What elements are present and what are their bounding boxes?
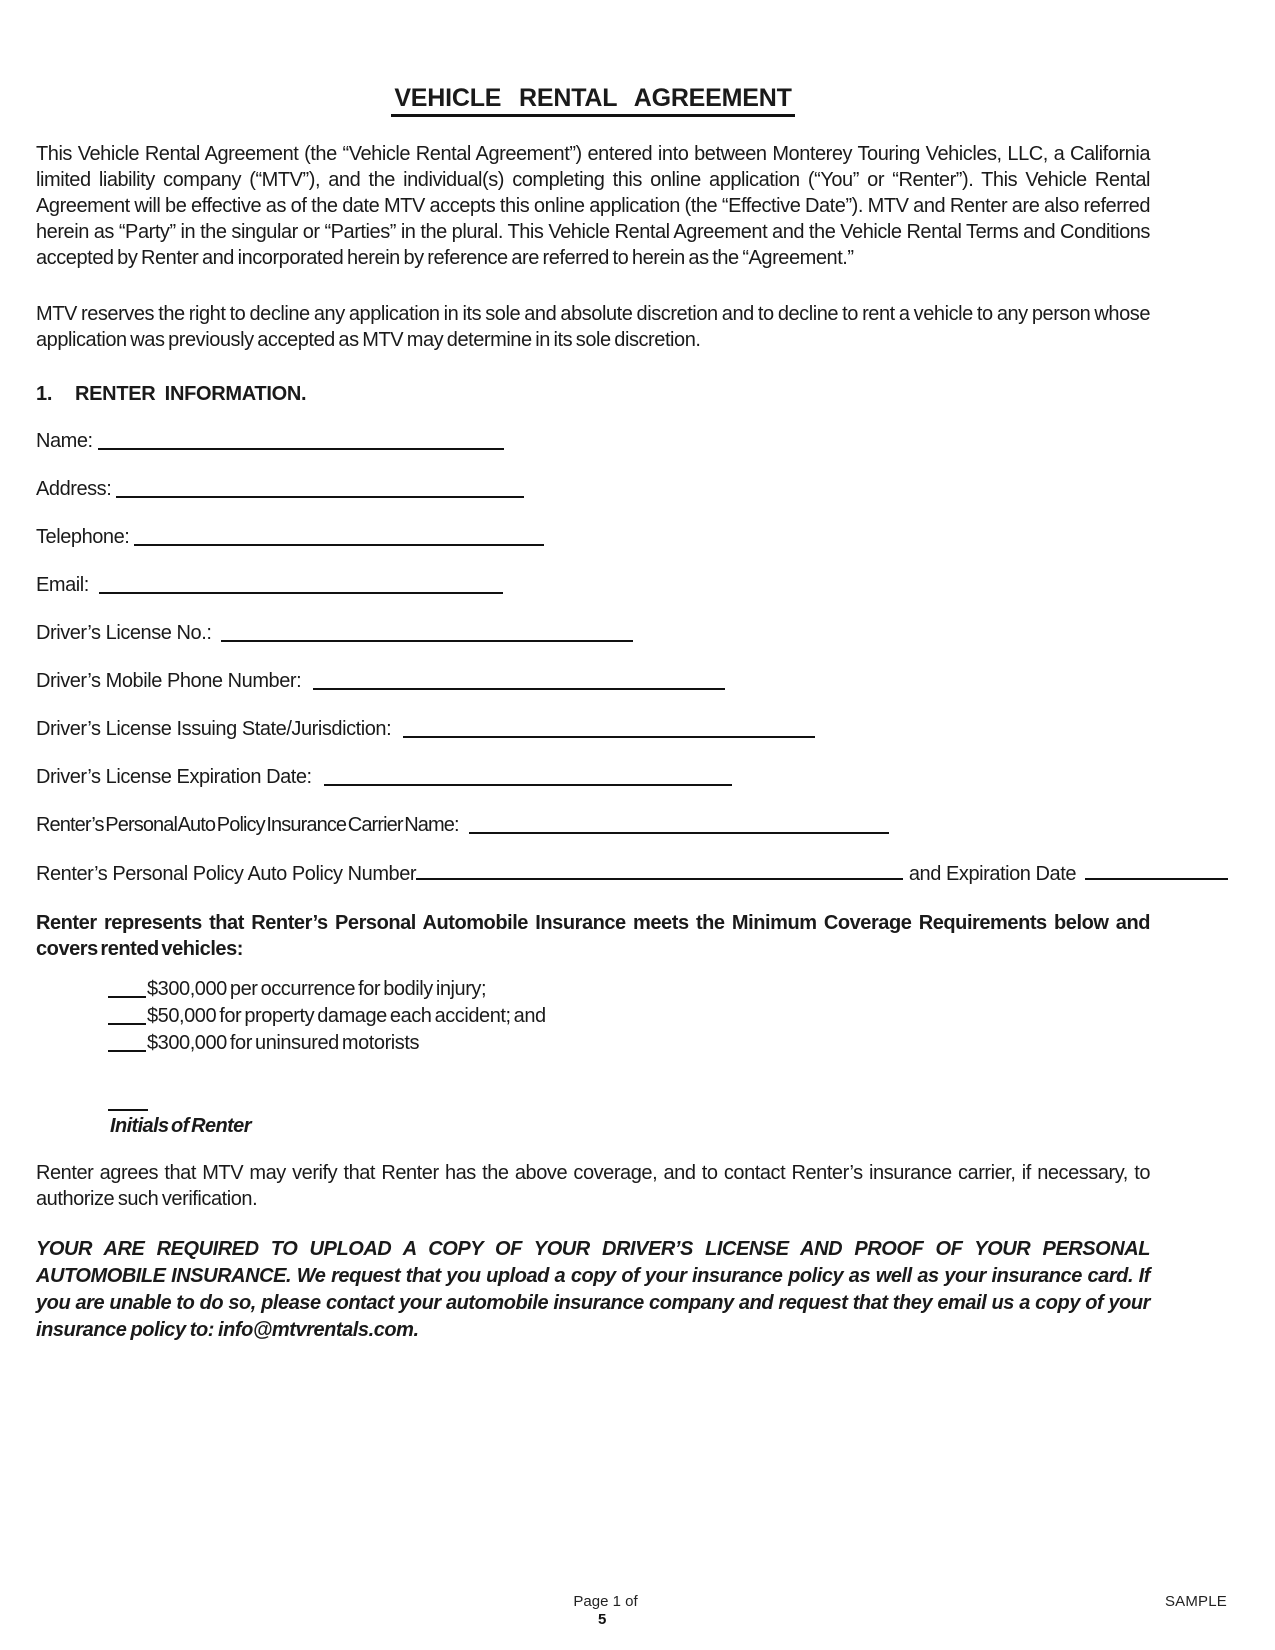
field-row-name: [36, 430, 1228, 452]
field-row-license-expiration: [36, 766, 1228, 788]
initials-blank-row: [108, 1093, 1228, 1111]
renter-initials-blank[interactable]: [108, 1093, 148, 1111]
field-row-policy-number: [36, 862, 1228, 884]
coverage-item-property-damage: [108, 1003, 1228, 1030]
policy-expiration-blank[interactable]: [1085, 862, 1228, 880]
insurance-carrier-blank[interactable]: [469, 816, 889, 834]
bodily-injury-initials-blank[interactable]: [108, 980, 146, 998]
policy-number-label: Renter’s Personal Policy Auto Policy Number: [36, 863, 417, 885]
uninsured-motorists-initials-blank[interactable]: [108, 1034, 146, 1052]
coverage-item-text: $300,000 for uninsured motorists: [147, 1032, 419, 1054]
name-label: Name:: [36, 430, 93, 452]
issuing-state-blank[interactable]: [403, 720, 815, 738]
coverage-item-text: $300,000 per occurrence for bodily injury;: [147, 978, 487, 1000]
coverage-item-text: $50,000 for property damage each accident; and: [147, 1005, 546, 1027]
document-content: [36, 0, 1228, 1344]
coverage-item-uninsured-motorists: [108, 1030, 1228, 1057]
discretion-paragraph: MTV reserves the right to decline any application in its sole and absolute discretion and to decline to rent a vehicle to any person whose application was previously accepted as MTV may determine in its sole discretion.: [36, 303, 1150, 351]
coverage-requirements-list: [108, 976, 1228, 1057]
address-label: Address:: [36, 478, 112, 500]
mobile-phone-label: Driver’s Mobile Phone Number:: [36, 670, 302, 692]
policy-number-blank[interactable]: [416, 862, 903, 880]
property-damage-initials-blank[interactable]: [108, 1007, 146, 1025]
mobile-phone-blank[interactable]: [313, 672, 725, 690]
page-title: VEHICLE RENTAL AGREEMENT: [391, 84, 794, 117]
telephone-label: Telephone:: [36, 526, 130, 548]
intro-paragraph: This Vehicle Rental Agreement (the “Vehicle Rental Agreement”) entered into between Monterey Touring Vehicles, LLC, a California limited liability company (“MTV”), and the individual(s) completing this online application (“You” or “Renter”). This Vehicle Rental Agreement will be effective as of the date MTV accepts this online application (the “Effective Date”). MTV and Renter are also referred herein as “Party” in the singular or “Parties” in the plural. This Vehicle Rental Agreement and the Vehicle Rental Terms and Conditions accepted by Renter and incorporated herein by reference are referred to herein as the “Agreement.”: [36, 143, 1150, 269]
upload-notice-paragraph: YOUR ARE REQUIRED TO UPLOAD A COPY OF YOUR DRIVER’S LICENSE AND PROOF OF YOUR PERSONAL AUTOMOBILE INSURANCE. We request that you upload a copy of your insurance policy as well as your insurance card. If you are unable to do so, please contact your automobile insurance company and request that they email us a copy of your insurance policy to: info@mtvrentals.com.: [36, 1238, 1150, 1341]
sample-watermark: SAMPLE: [1164, 1593, 1227, 1610]
coverage-item-bodily-injury: [108, 976, 1228, 1003]
issuing-state-label: Driver’s License Issuing State/Jurisdiction:: [36, 718, 392, 740]
field-row-drivers-license-no: [36, 622, 1228, 644]
insurance-carrier-label: Renter’s Personal Auto Policy Insurance Carrier Name:: [36, 814, 459, 836]
field-row-issuing-state: [36, 718, 1228, 740]
email-blank[interactable]: [99, 576, 503, 594]
field-row-mobile-phone: [36, 670, 1228, 692]
policy-expiration-label: and Expiration Date: [908, 863, 1076, 885]
drivers-license-no-label: Driver’s License No.:: [36, 622, 212, 644]
initials-of-renter-label: Initials of Renter: [110, 1115, 251, 1137]
representation-paragraph: Renter represents that Renter’s Personal Automobile Insurance meets the Minimum Coverage Requirements below and covers rented vehicles:: [36, 912, 1150, 960]
drivers-license-no-blank[interactable]: [221, 624, 633, 642]
name-blank[interactable]: [98, 432, 504, 450]
section-1-number: 1.: [36, 383, 53, 405]
telephone-blank[interactable]: [134, 528, 544, 546]
license-expiration-blank[interactable]: [324, 768, 732, 786]
address-blank[interactable]: [116, 480, 524, 498]
license-expiration-label: Driver’s License Expiration Date:: [36, 766, 312, 788]
field-row-address: [36, 478, 1228, 500]
page-number-next-partial: 5: [598, 1611, 607, 1628]
page-number-label: Page 1 of: [573, 1593, 638, 1610]
field-row-telephone: [36, 526, 1228, 548]
field-row-email: [36, 574, 1228, 596]
section-1-heading: [36, 383, 1228, 406]
title-block: [36, 84, 1150, 117]
section-1-title: RENTER INFORMATION.: [75, 383, 307, 405]
verification-paragraph: Renter agrees that MTV may verify that Renter has the above coverage, and to contact Renter’s insurance carrier, if necessary, to authorize such verification.: [36, 1162, 1150, 1210]
email-label: Email:: [36, 574, 89, 596]
field-row-insurance-carrier: [36, 814, 1228, 836]
